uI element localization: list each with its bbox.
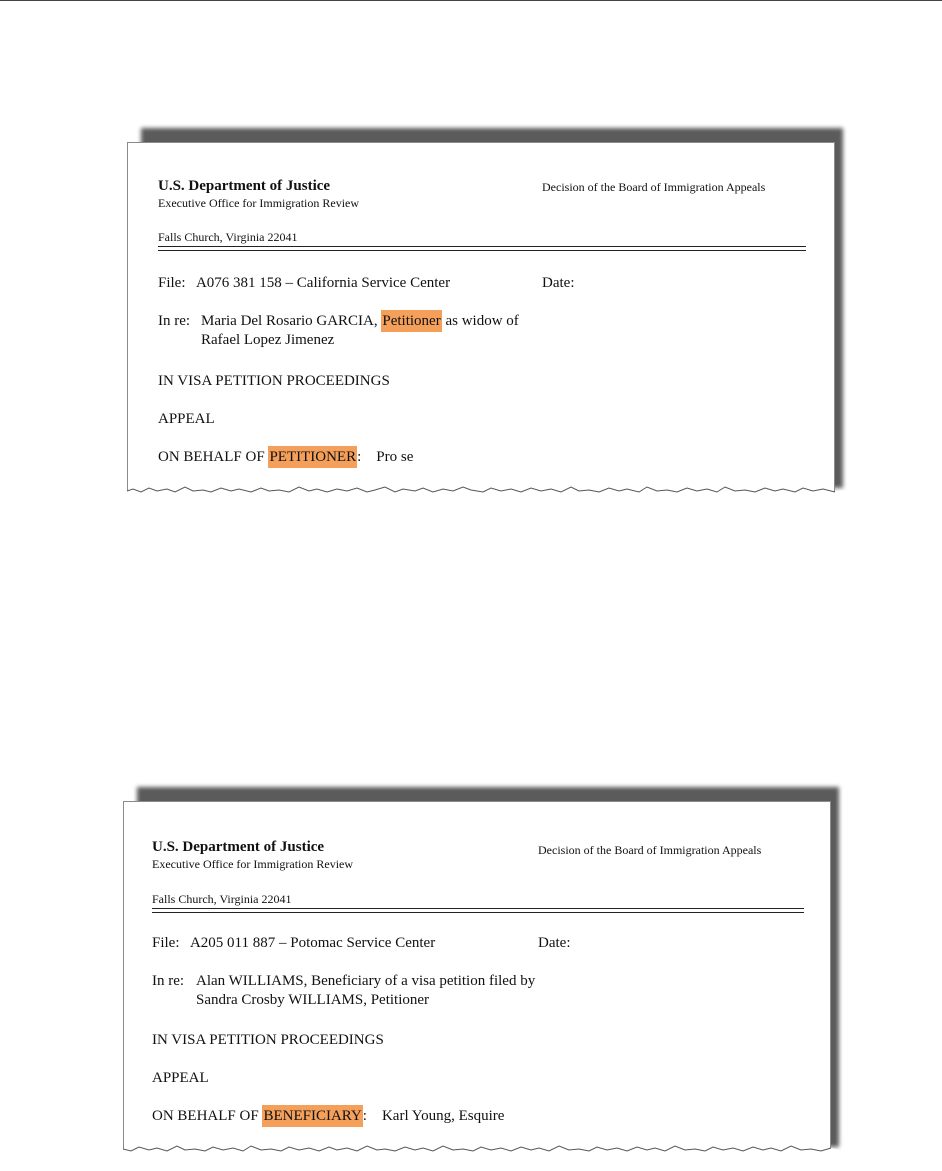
office-name: Executive Office for Immigration Review	[158, 196, 360, 210]
file-line	[152, 935, 435, 952]
document-excerpt-garcia	[127, 128, 843, 500]
top-rule	[0, 0, 942, 1]
inre-label: In re:	[158, 313, 191, 329]
inre-line-2: Sandra Crosby WILLIAMS, Petitioner	[196, 992, 430, 1008]
date-label: Date:	[542, 275, 575, 291]
decision-header: Decision of the Board of Immigration Appeals	[542, 180, 766, 194]
paper-sheet	[127, 142, 835, 492]
agency-name: U.S. Department of Justice	[158, 178, 331, 194]
behalf-suffix: :	[362, 1108, 367, 1124]
behalf-line	[158, 449, 413, 466]
file-number: A076 381 158 – California Service Center	[195, 275, 451, 291]
proceedings-heading: IN VISA PETITION PROCEEDINGS	[152, 1032, 384, 1048]
agency-name: U.S. Department of Justice	[152, 839, 325, 855]
appeal-heading: APPEAL	[152, 1070, 209, 1086]
highlighted-term: BENEFICIARY	[262, 1105, 362, 1127]
proceedings-heading: IN VISA PETITION PROCEEDINGS	[158, 373, 390, 389]
date-label: Date:	[538, 935, 571, 951]
highlighted-term: PETITIONER	[268, 446, 357, 468]
inre-text: Maria Del Rosario GARCIA,	[201, 313, 382, 329]
torn-edge	[123, 1142, 839, 1156]
behalf-value: Karl Young, Esquire	[381, 1108, 505, 1124]
file-label: File:	[152, 935, 180, 951]
decision-header: Decision of the Board of Immigration Appeals	[538, 843, 762, 857]
file-number: A205 011 887 – Potomac Service Center	[189, 935, 436, 951]
behalf-prefix: ON BEHALF OF	[158, 449, 269, 465]
behalf-value: Pro se	[376, 449, 414, 465]
behalf-line	[152, 1108, 504, 1125]
header-rule	[158, 246, 806, 247]
header-rule	[158, 250, 806, 251]
file-line	[158, 275, 450, 292]
inre-text: as widow of	[441, 313, 519, 329]
inre-line-2: Rafael Lopez Jimenez	[201, 332, 335, 348]
behalf-prefix: ON BEHALF OF	[152, 1108, 263, 1124]
office-city: Falls Church, Virginia 22041	[152, 892, 292, 906]
document-excerpt-williams	[123, 787, 839, 1159]
header-rule	[152, 908, 804, 909]
paper-sheet	[123, 801, 831, 1151]
torn-edge	[127, 483, 843, 497]
file-label: File:	[158, 275, 186, 291]
office-name: Executive Office for Immigration Review	[152, 857, 354, 871]
inre-line-1: Alan WILLIAMS, Beneficiary of a visa petition filed by	[196, 973, 536, 989]
inre-label: In re:	[152, 973, 185, 989]
appeal-heading: APPEAL	[158, 411, 215, 427]
header-rule	[152, 912, 804, 913]
highlighted-term: Petitioner	[381, 310, 441, 332]
office-city: Falls Church, Virginia 22041	[158, 230, 298, 244]
behalf-suffix: :	[357, 449, 362, 465]
inre-line-1	[201, 313, 519, 330]
